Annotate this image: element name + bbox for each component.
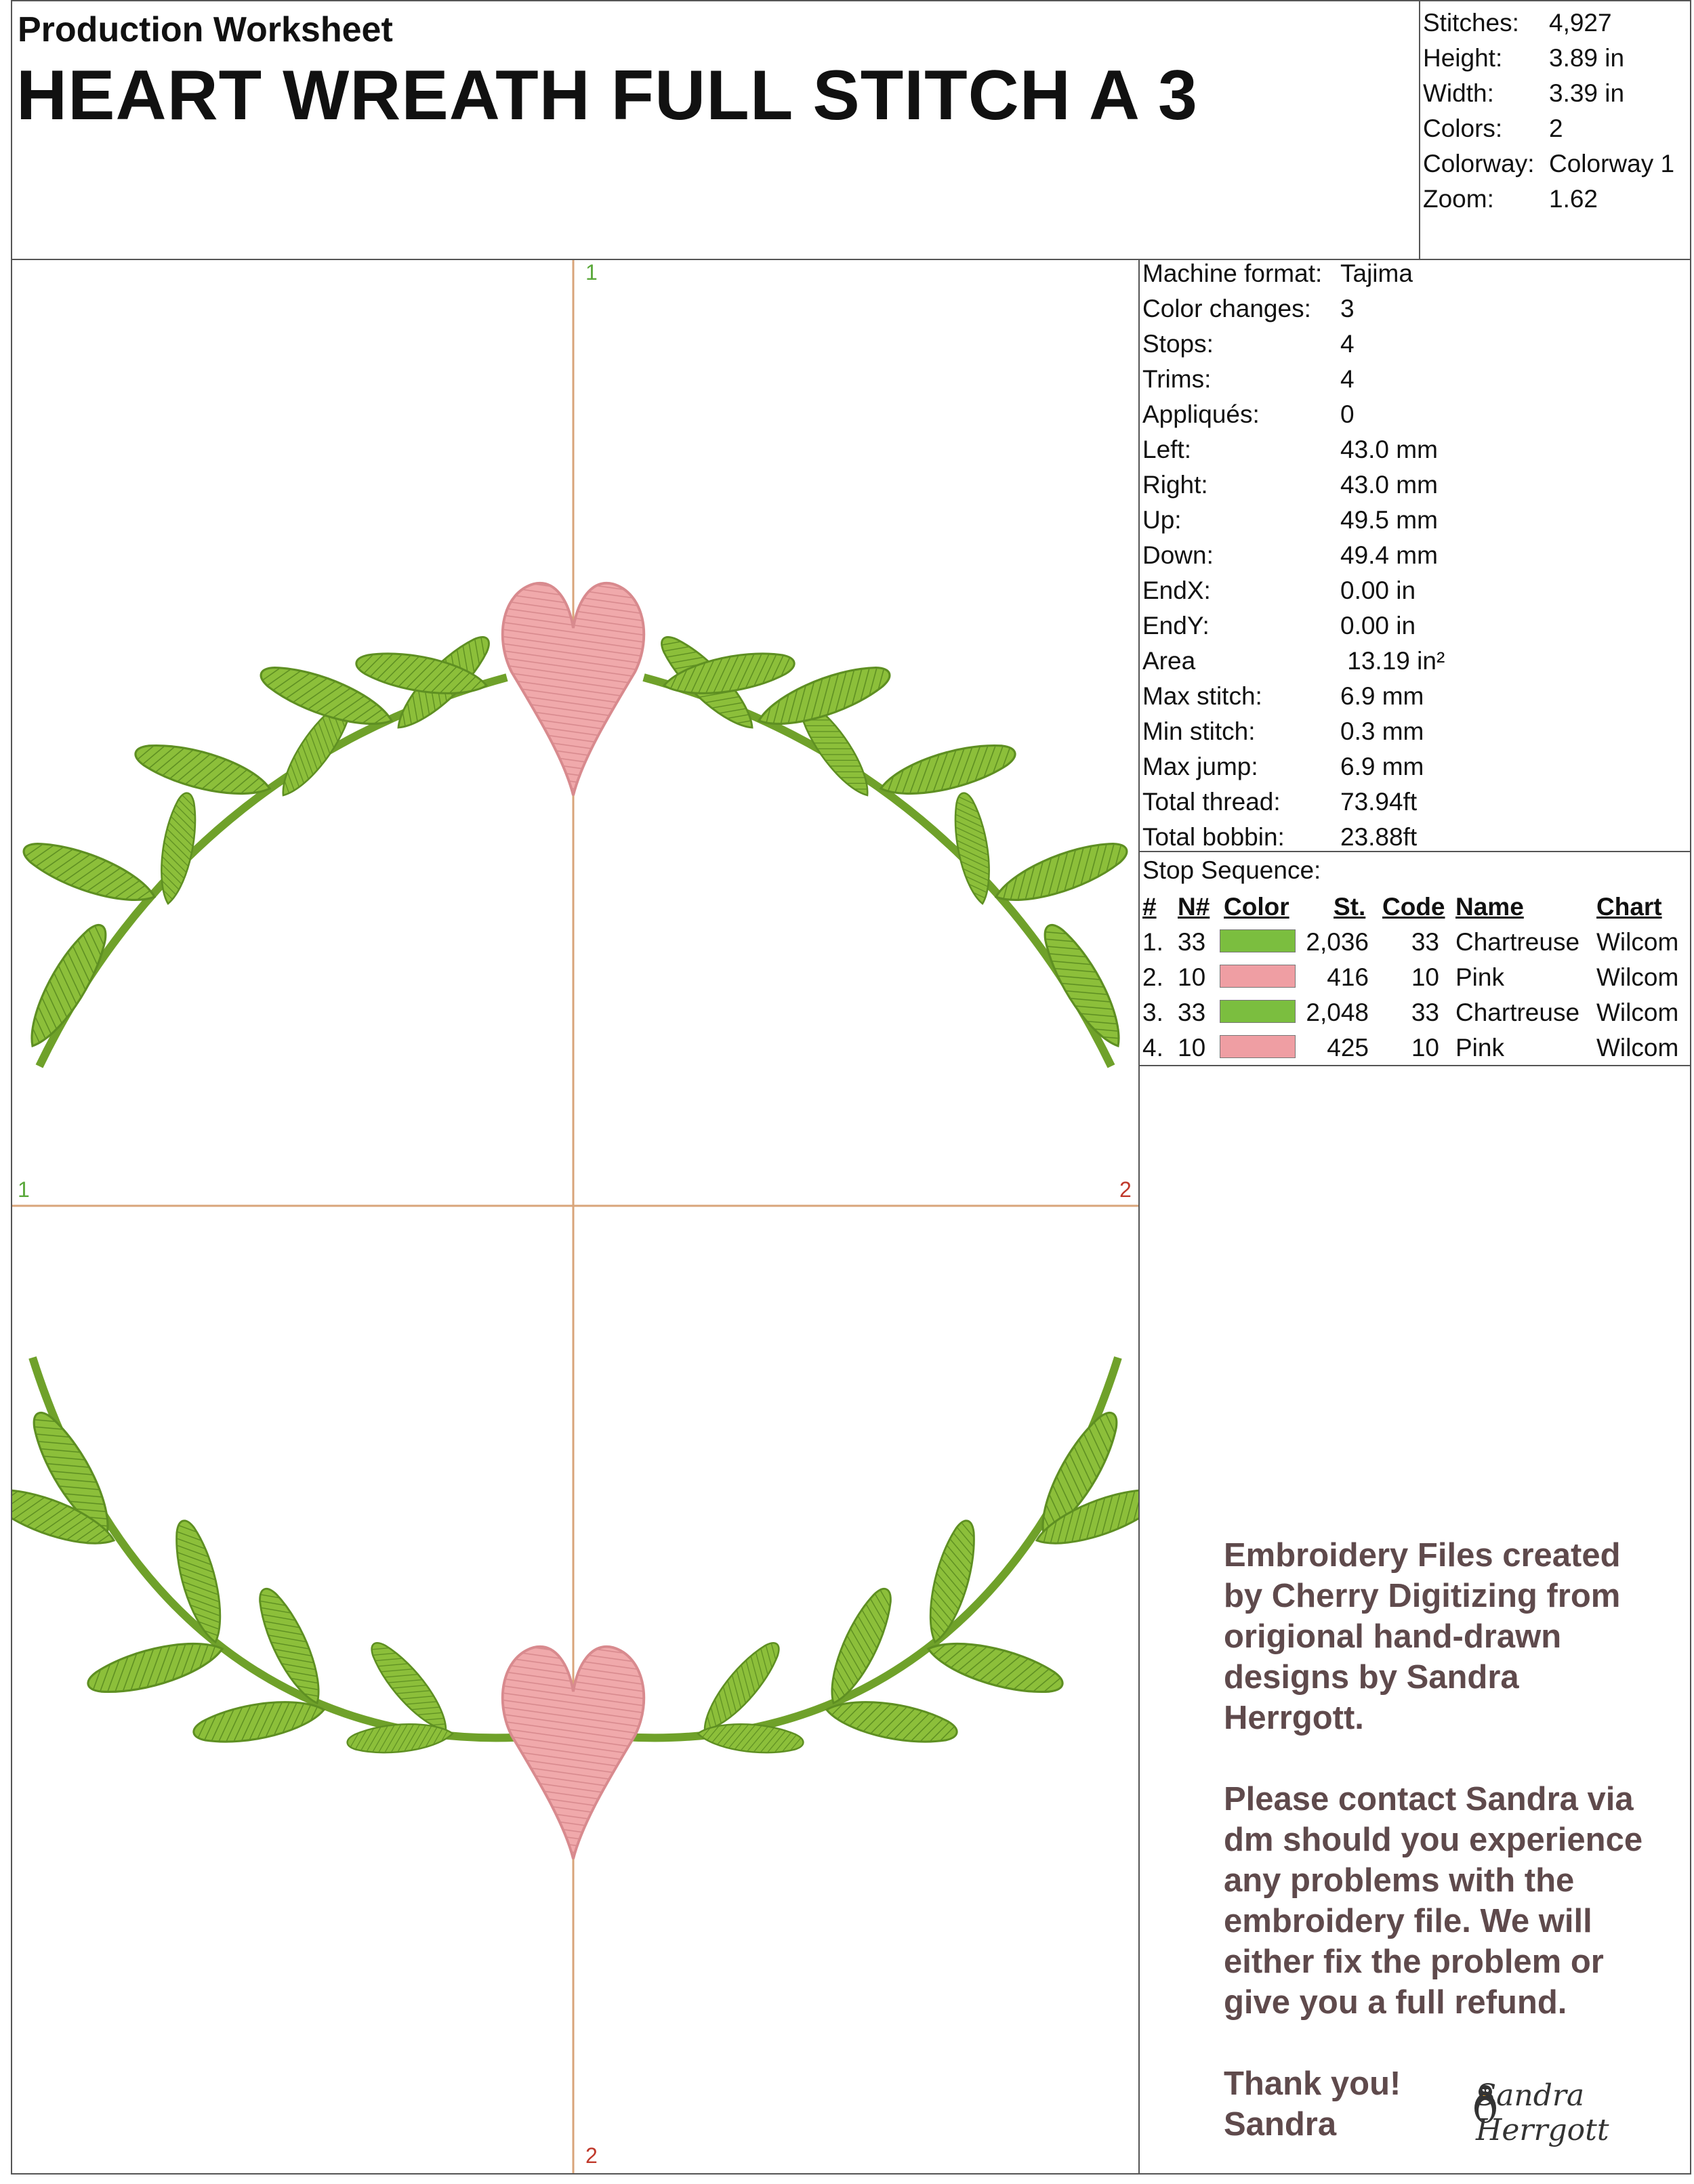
seq-index: 3. (1142, 999, 1163, 1026)
stat-row: Stops: 4 (1142, 330, 1355, 358)
note-line: Please contact Sandra via (1224, 1781, 1634, 1818)
color-swatch (1220, 1035, 1296, 1058)
note-line: any problems with the (1224, 1862, 1575, 1899)
seq-chart: Wilcom (1596, 999, 1679, 1026)
col-header-stitches: St. (1334, 893, 1366, 921)
color-swatch (1220, 1000, 1296, 1023)
summary-row: Colorway: Colorway 1 (1423, 150, 1675, 177)
leaf (1033, 917, 1134, 1055)
color-swatch (1220, 965, 1296, 988)
col-header-index: # (1142, 893, 1157, 921)
seq-stitches: 416 (1327, 963, 1369, 991)
note-line: Sandra (1224, 2106, 1337, 2143)
header-right-divider (1419, 0, 1420, 259)
col-header-code: Code (1382, 893, 1445, 921)
note-line: embroidery file. We will (1224, 1903, 1592, 1939)
stat-row: Right: 43.0 mm (1142, 471, 1438, 499)
stat-row: Up: 49.5 mm (1142, 506, 1438, 534)
worksheet-subtitle: Production Worksheet (18, 10, 393, 49)
summary-row: Height: 3.89 in (1423, 44, 1625, 72)
seq-code: 10 (1411, 1034, 1439, 1062)
stat-row: Max jump: 6.9 mm (1142, 753, 1424, 780)
seq-index: 1. (1142, 928, 1163, 956)
sequence-divider (1138, 1065, 1691, 1066)
col-header-chart: Chart (1596, 893, 1662, 921)
info-panel-divider (1138, 259, 1140, 2175)
seq-index: 4. (1142, 1034, 1163, 1062)
frame-right (1690, 0, 1691, 2175)
leaf (990, 833, 1133, 914)
seq-name: Pink (1455, 1034, 1504, 1062)
bottom-wreath (12, 1358, 1138, 1859)
note-line: designs by Sandra (1224, 1659, 1519, 1696)
stat-row: Left: 43.0 mm (1142, 436, 1438, 463)
leaf (876, 735, 1019, 805)
seq-chart: Wilcom (1596, 963, 1679, 991)
note-line: Herrgott. (1224, 1700, 1364, 1736)
stat-row: Total bobbin: 23.88ft (1142, 823, 1418, 851)
col-header-color: Color (1224, 893, 1289, 921)
stat-row: Machine format: Tajima (1142, 259, 1413, 287)
stat-row: Appliqués: 0 (1142, 400, 1355, 428)
summary-row: Zoom: 1.62 (1423, 185, 1598, 213)
note-line: Embroidery Files created (1224, 1537, 1621, 1574)
leaf (131, 735, 274, 805)
grid-marker-bottom: 2 (585, 2143, 598, 2168)
note-line: origional hand-drawn (1224, 1618, 1562, 1655)
frame-top (11, 0, 1691, 1)
seq-name: Pink (1455, 963, 1504, 991)
top-wreath (17, 583, 1134, 1066)
col-header-name: Name (1455, 893, 1524, 921)
stat-row: Total thread: 73.94ft (1142, 788, 1418, 816)
stat-row: EndY: 0.00 in (1142, 612, 1416, 639)
seq-index: 2. (1142, 963, 1163, 991)
seq-n: 10 (1178, 1034, 1206, 1062)
leaf (83, 1631, 226, 1702)
stat-row: Trims: 4 (1142, 365, 1355, 393)
stop-sequence-heading: Stop Sequence: (1142, 856, 1321, 884)
seq-stitches: 425 (1327, 1034, 1369, 1062)
seq-chart: Wilcom (1596, 1034, 1679, 1062)
col-header-n: N# (1178, 893, 1210, 921)
stat-row: Area 13.19 in² (1142, 647, 1445, 675)
design-title: HEART WREATH FULL STITCH A 3 (16, 56, 1198, 135)
stat-row: Min stitch: 0.3 mm (1142, 717, 1424, 745)
grid-marker-right: 2 (1119, 1177, 1132, 1202)
summary-row: Colors: 2 (1423, 114, 1563, 142)
note-line: by Cherry Digitizing from (1224, 1578, 1621, 1614)
color-swatch (1220, 929, 1296, 952)
seq-n: 33 (1178, 928, 1206, 956)
summary-row: Width: 3.39 in (1423, 79, 1625, 107)
stat-row: EndX: 0.00 in (1142, 576, 1416, 604)
frame-bottom (11, 2173, 1691, 2175)
seq-name: Chartreuse (1455, 928, 1580, 956)
grid-marker-top: 1 (585, 260, 598, 285)
seq-code: 10 (1411, 963, 1439, 991)
seq-name: Chartreuse (1455, 999, 1580, 1026)
note-line: Thank you! (1224, 2065, 1401, 2102)
leaf (924, 1631, 1067, 1702)
leaf (18, 833, 161, 914)
note-line: dm should you experience (1224, 1822, 1643, 1858)
seq-n: 33 (1178, 999, 1206, 1026)
leaf (17, 917, 117, 1055)
seq-n: 10 (1178, 963, 1206, 991)
note-line: give you a full refund. (1224, 1984, 1567, 2021)
note-line: either fix the problem or (1224, 1944, 1604, 1980)
grid-marker-left: 1 (18, 1177, 30, 1202)
stat-row: Down: 49.4 mm (1142, 541, 1438, 569)
design-preview (12, 260, 1138, 2173)
seq-code: 33 (1411, 999, 1439, 1026)
stat-row: Max stitch: 6.9 mm (1142, 682, 1424, 710)
summary-row: Stitches: 4,927 (1423, 9, 1612, 37)
seq-chart: Wilcom (1596, 928, 1679, 956)
stat-row: Color changes: 3 (1142, 295, 1355, 322)
signature-logo: Sandra Herrgott (1476, 2078, 1609, 2147)
seq-stitches: 2,048 (1306, 999, 1369, 1026)
seq-stitches: 2,036 (1306, 928, 1369, 956)
seq-code: 33 (1411, 928, 1439, 956)
